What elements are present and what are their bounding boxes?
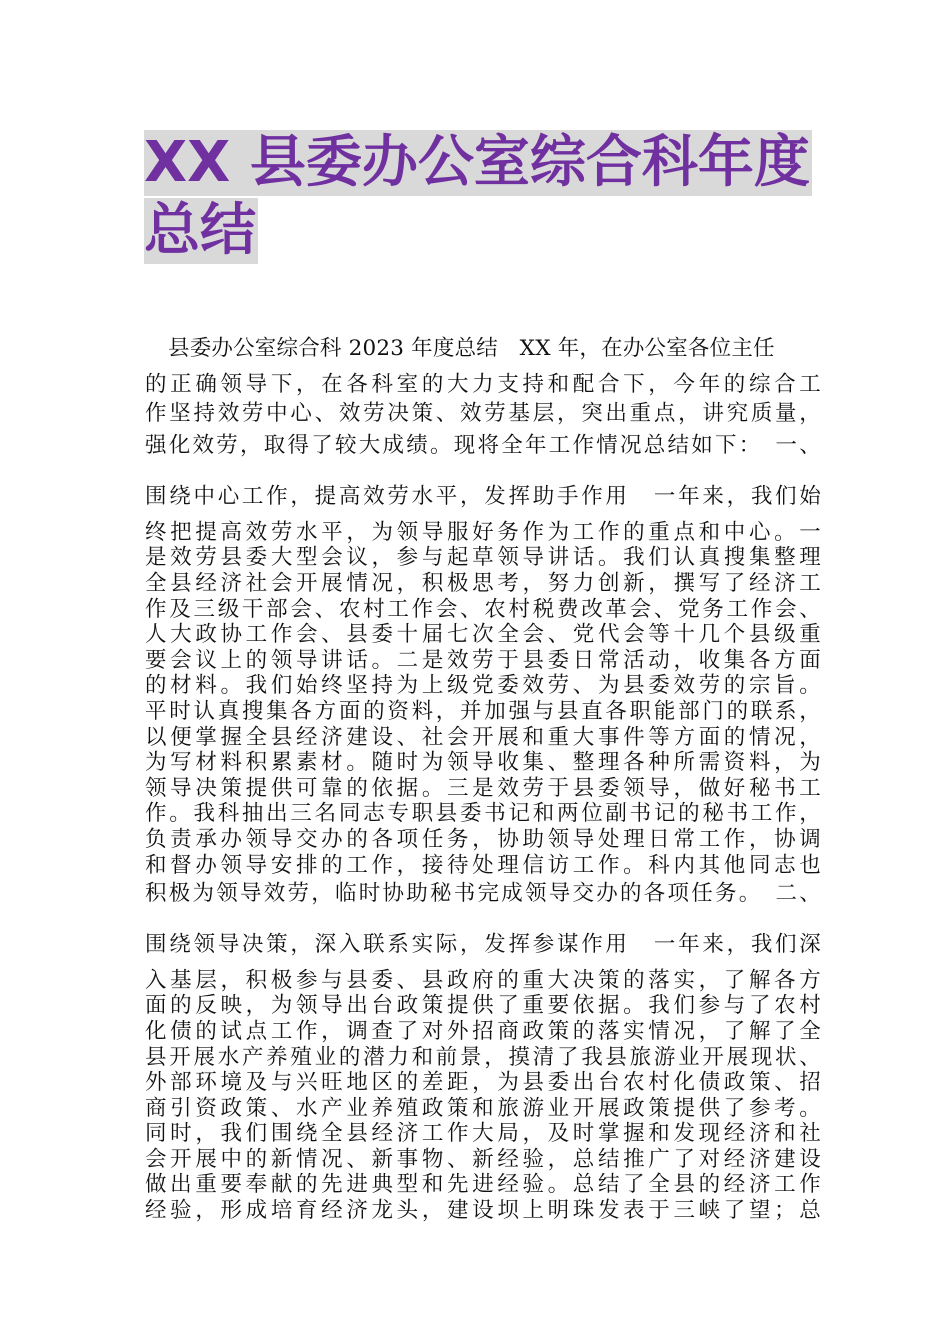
body-line: 以便掌握全县经济建设、社会开展和重大事件等方面的情况， [145, 725, 821, 750]
body-line: 作及三级干部会、农村工作会、农村税费改革会、党务工作会、 [145, 597, 821, 622]
body-line: 强化效劳，取得了较大成绩。现将全年工作情况总结如下： 一、 [145, 433, 821, 458]
body-line: 的正确领导下，在各科室的大力支持和配合下，今年的综合工 [145, 372, 821, 397]
body-line: 终把提高效劳水平，为领导服好务作为工作的重点和中心。一 [145, 520, 821, 545]
body-line: 全县经济社会开展情况，积极思考，努力创新，撰写了经济工 [145, 571, 821, 596]
body-line: 领导决策提供可靠的依据。三是效劳于县委领导，做好秘书工 [145, 776, 821, 801]
body-line: 商引资政策、水产业养殖政策和旅游业开展政策提供了参考。 [145, 1096, 821, 1121]
body-line: 积极为领导效劳，临时协助秘书完成领导交办的各项任务。 二、 [145, 881, 821, 906]
body-line: 入基层，积极参与县委、县政府的重大决策的落实，了解各方 [145, 968, 821, 993]
body-line: 人大政协工作会、县委十届七次全会、党代会等十几个县级重 [145, 622, 821, 647]
body-line: 围绕领导决策，深入联系实际，发挥参谋作用 一年来，我们深 [145, 932, 821, 957]
body-line: 面的反映，为领导出台政策提供了重要依据。我们参与了农村 [145, 993, 821, 1018]
body-line: 同时，我们围绕全县经济工作大局，及时掌握和发现经济和社 [145, 1121, 821, 1146]
body-line: 作。我科抽出三名同志专职县委书记和两位副书记的秘书工作， [145, 801, 821, 826]
body-line: 会开展中的新情况、新事物、新经验，总结推广了对经济建设 [145, 1147, 821, 1172]
body-line: 经验，形成培育经济龙头，建设坝上明珠发表于三峡了望；总 [145, 1198, 821, 1223]
body-line: 作坚持效劳中心、效劳决策、效劳基层，突出重点，讲究质量， [145, 401, 821, 426]
body-line: 县委办公室综合科 2023 年度总结 XX 年，在办公室各位主任 [168, 336, 775, 361]
body-line: 围绕中心工作，提高效劳水平，发挥助手作用 一年来，我们始 [145, 484, 821, 509]
body-line: 为写材料积累素材。随时为领导收集、整理各种所需资料，为 [145, 750, 821, 775]
body-line: 是效劳县委大型会议，参与起草领导讲话。我们认真搜集整理 [145, 545, 821, 570]
body-line: 要会议上的领导讲话。二是效劳于县委日常活动，收集各方面 [145, 648, 821, 673]
body-line: 做出重要奉献的先进典型和先进经验。总结了全县的经济工作 [145, 1172, 821, 1197]
body-line: 和督办领导安排的工作，接待处理信访工作。科内其他同志也 [145, 853, 821, 878]
body-line: 负责承办领导交办的各项任务，协助领导处理日常工作，协调 [145, 827, 821, 852]
document-title-line-1: XX 县委办公室综合科年度 [144, 130, 810, 195]
body-line: 的材料。我们始终坚持为上级党委效劳、为县委效劳的宗旨。 [145, 673, 821, 698]
body-line: 外部环境及与兴旺地区的差距，为县委出台农村化债政策、招 [145, 1070, 821, 1095]
body-line: 化债的试点工作，调查了对外招商政策的落实情况，了解了全 [145, 1019, 821, 1044]
body-line: 县开展水产养殖业的潜力和前景，摸清了我县旅游业开展现状、 [145, 1045, 821, 1070]
body-line: 平时认真搜集各方面的资料，并加强与县直各职能部门的联系， [145, 699, 821, 724]
document-title-line-2: 总结 [144, 198, 256, 263]
